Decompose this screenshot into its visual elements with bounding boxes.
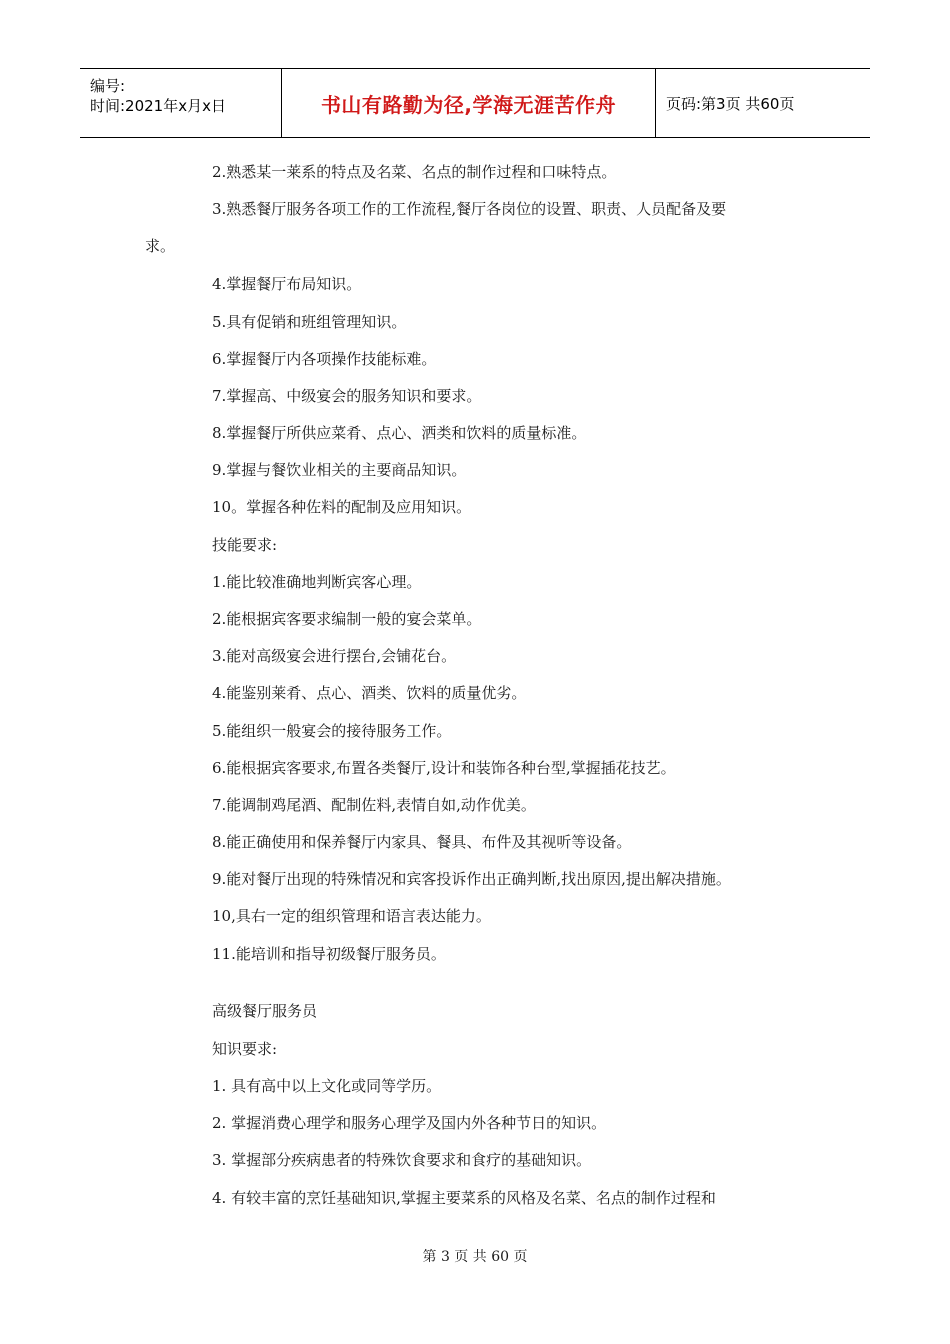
body-line: 8.掌握餐厅所供应菜肴、点心、洒类和饮料的质量标准。: [212, 424, 587, 442]
page-footer: 第 3 页 共 60 页: [422, 1249, 528, 1265]
section-heading: 技能要求:: [212, 536, 278, 554]
header-motto-cell: [282, 69, 656, 137]
section-heading: 高级餐厅服务员: [212, 1002, 318, 1020]
body-line: 5.能组织一般宴会的接待服务工作。: [212, 722, 452, 740]
body-line: 9.掌握与餐饮业相关的主要商品知识。: [212, 461, 467, 479]
body-line: 1.能比较准确地判断宾客心理。: [212, 573, 422, 591]
body-line: 4. 有较丰富的烹饪基础知识,掌握主要菜系的风格及名菜、名点的制作过程和: [212, 1189, 716, 1207]
header-table: [80, 68, 870, 138]
motto-text: 书山有路勤为径,学海无涯苦作舟: [320, 92, 617, 117]
body-line: 求。: [145, 237, 176, 255]
body-line: 4.能鉴别莱肴、点心、酒类、饮料的质量优劣。: [212, 684, 527, 702]
body-line: 7.能调制鸡尾酒、配制佐料,表情自如,动作优美。: [212, 796, 536, 814]
section-heading: 知识要求:: [212, 1040, 278, 1058]
body-line: 3. 掌握部分疾病患者的特殊饮食要求和食疗的基础知识。: [212, 1151, 592, 1169]
document-time-label: 时间:2021年x月x日: [90, 97, 226, 115]
body-line: 10,具右一定的组织管理和语言表达能力。: [212, 907, 491, 925]
body-line: 9.能对餐厅出现的特殊情况和宾客投诉作出正确判断,找出原因,提出解决措施。: [212, 870, 731, 888]
header-meta-cell: [80, 69, 282, 137]
body-line: 2. 掌握消费心理学和服务心理学及国内外各种节日的知识。: [212, 1114, 607, 1132]
header-page-info: 页码:第3页 共60页: [666, 94, 795, 113]
body-line: 6.能根据宾客要求,布置各类餐厅,设计和装饰各种台型,掌握插花技艺。: [212, 759, 676, 777]
body-line: 3.熟悉餐厅服务各项工作的工作流程,餐厅各岗位的设置、职责、人员配备及要: [212, 200, 727, 218]
body-line: 11.能培训和指导初级餐厅服务员。: [212, 945, 446, 963]
document-number-label: 编号:: [90, 77, 126, 95]
body-line: 1. 具有高中以上文化或同等学历。: [212, 1077, 442, 1095]
body-line: 3.能对高级宴会进行摆台,会铺花台。: [212, 647, 457, 665]
body-line: 4.掌握餐厅布局知识。: [212, 275, 362, 293]
body-line: 6.掌握餐厅内各项操作技能标难。: [212, 350, 437, 368]
body-line: 7.掌握高、中级宴会的服务知识和要求。: [212, 387, 482, 405]
body-line: 10。掌握各种佐料的配制及应用知识。: [212, 498, 472, 516]
body-line: 5.具有促销和班组管理知识。: [212, 313, 407, 331]
body-line: 2.能根据宾客要求编制一般的宴会菜单。: [212, 610, 482, 628]
body-line: 2.熟悉某一莱系的特点及名菜、名点的制作过程和口味特点。: [212, 163, 617, 181]
body-line: 8.能正确使用和保养餐厅内家具、餐具、布件及其视听等设备。: [212, 833, 632, 851]
